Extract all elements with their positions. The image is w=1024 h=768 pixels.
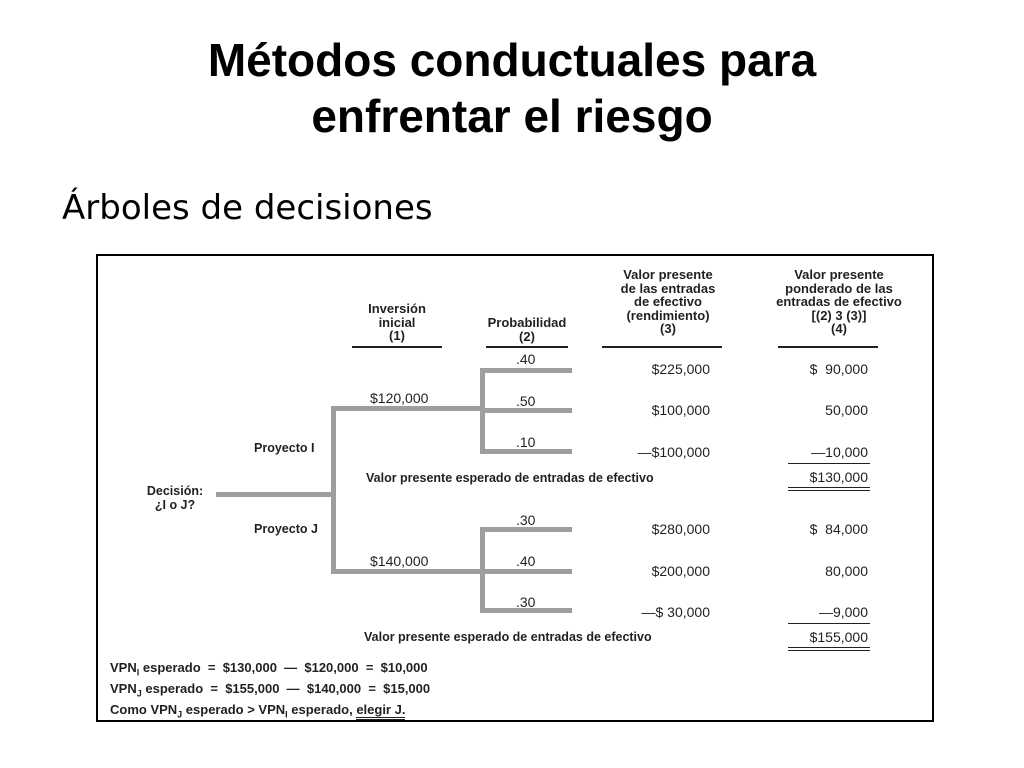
pv-j-2: $200,000 <box>651 563 710 579</box>
expected-total-j: $155,000 <box>809 629 868 645</box>
note-text: VPN <box>110 681 137 697</box>
probability-i-2: .50 <box>516 393 536 409</box>
pv-j-1: $280,000 <box>651 521 710 537</box>
probability-j-3: .30 <box>516 594 536 610</box>
decision-text: ¿I o J? <box>154 498 196 512</box>
header-text: (3) <box>660 321 676 336</box>
header-text: de las entradas <box>620 280 716 296</box>
title-line-2: enfrentar el riesgo <box>311 90 713 142</box>
decision-tree-figure <box>96 254 934 722</box>
probability-j-2: .40 <box>516 553 536 569</box>
note-subscript: J <box>136 688 142 699</box>
header-initial-investment <box>342 302 452 343</box>
header-text: (4) <box>831 321 847 336</box>
weighted-j-2: 80,000 <box>825 563 868 579</box>
pv-i-2: $100,000 <box>651 402 710 418</box>
weighted-j-1: $ 84,000 <box>809 521 868 537</box>
title-line-1: Métodos conductuales para <box>207 34 817 86</box>
branch-project-j <box>331 569 483 574</box>
header-text: de efectivo <box>634 294 702 309</box>
tree-trunk <box>216 492 334 497</box>
tree-main-split <box>331 408 336 574</box>
note-text: VPN <box>110 660 137 675</box>
weighted-i-3: —10,000 <box>811 444 868 460</box>
header-underline <box>778 346 878 348</box>
investment-i: $120,000 <box>370 390 429 406</box>
choice-emphasis: elegir J. <box>356 702 405 720</box>
expected-label-j: Valor presente esperado de entradas de efectivo <box>364 630 652 644</box>
double-underline <box>788 487 870 491</box>
note-text: esperado, <box>287 702 357 718</box>
header-text: Valor presente <box>794 267 884 282</box>
header-text: Valor presente <box>623 267 713 282</box>
branch-i-1 <box>480 368 572 373</box>
weighted-j-3: —9,000 <box>818 604 868 620</box>
pv-j-3: —$ 30,000 <box>641 604 710 620</box>
project-i-label: Proyecto I <box>254 441 315 455</box>
decision-label <box>130 484 220 512</box>
probability-i-3: .10 <box>516 434 536 450</box>
note-text: Como VPN <box>110 702 178 718</box>
branch-project-i <box>331 406 483 411</box>
header-present-value <box>598 268 738 336</box>
note-text: esperado = $130,000 — $120,000 = $10,000 <box>139 660 428 675</box>
expected-label-i: Valor presente esperado de entradas de efectivo <box>366 471 654 485</box>
branch-j-2 <box>480 569 572 574</box>
header-probability <box>472 316 582 343</box>
probability-i-1: .40 <box>516 351 536 367</box>
header-text: Probabilidad <box>487 315 567 330</box>
npv-line-i <box>110 660 430 681</box>
header-text: (rendimiento) <box>626 307 710 323</box>
npv-notes <box>110 660 430 723</box>
project-j-label: Proyecto J <box>254 522 318 536</box>
slide-title <box>0 32 1024 144</box>
decision-text: Decisión: <box>146 484 204 498</box>
header-text: inicial <box>378 314 416 330</box>
header-underline <box>486 346 568 348</box>
sum-line <box>788 463 870 464</box>
note-subscript: J <box>177 709 183 720</box>
header-text: [(2) 3 (3)] <box>811 307 867 323</box>
probability-j-1: .30 <box>516 512 536 528</box>
header-underline <box>352 346 442 348</box>
header-underline <box>602 346 722 348</box>
pv-i-1: $225,000 <box>651 361 710 377</box>
header-text: entradas de efectivo <box>776 294 902 309</box>
weighted-i-1: $ 90,000 <box>809 361 868 377</box>
weighted-i-2: 50,000 <box>825 402 868 418</box>
header-text: Inversión <box>368 301 426 316</box>
npv-line-j <box>110 681 430 702</box>
double-underline <box>788 647 870 651</box>
header-weighted-value <box>764 268 914 336</box>
investment-j: $140,000 <box>370 553 429 569</box>
pv-i-3: —$100,000 <box>637 444 710 460</box>
header-text: ponderado de las <box>785 280 893 296</box>
note-subscript: I <box>285 709 288 720</box>
note-subscript: I <box>136 667 140 678</box>
note-text: esperado = $155,000 — $140,000 = $15,000 <box>141 681 431 697</box>
npv-conclusion <box>110 702 430 723</box>
header-text: (1) <box>389 328 405 343</box>
header-text: (2) <box>519 328 535 344</box>
note-text: esperado > VPN <box>182 702 286 718</box>
expected-total-i: $130,000 <box>809 469 868 485</box>
sum-line <box>788 623 870 624</box>
slide-subtitle: Árboles de decisiones <box>62 188 433 228</box>
